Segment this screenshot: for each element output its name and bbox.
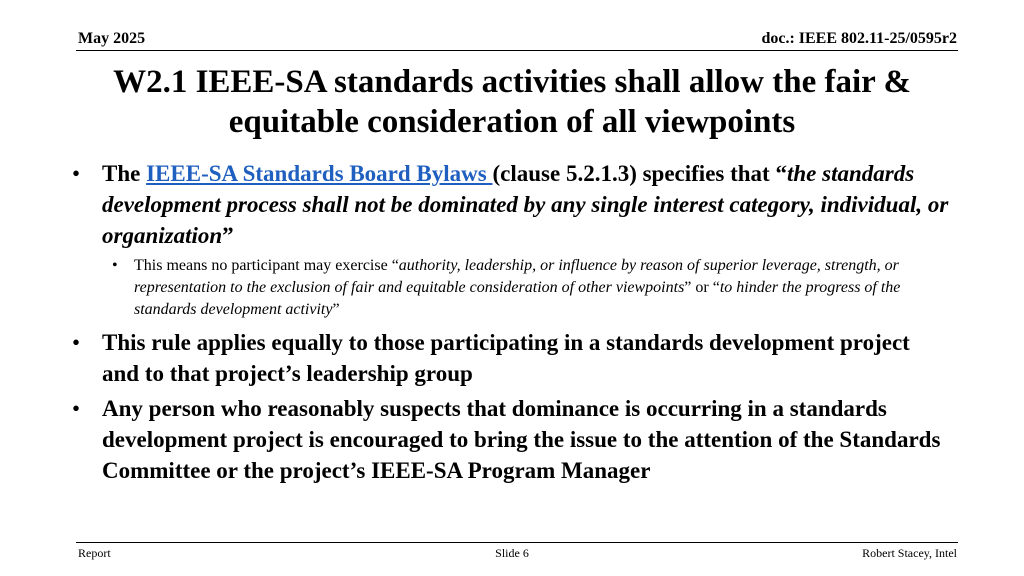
slide-body: [70, 158, 950, 490]
sub-bullet-prefix: This means no participant may exercise “: [134, 257, 399, 274]
bullet-rule-applies: [70, 327, 950, 389]
bullet-bylaws-suffix: ”: [222, 223, 234, 248]
footer-slide-number: Slide 6: [495, 546, 529, 560]
header-date: May 2025: [78, 30, 146, 47]
slide-title-line-1: W2.1 IEEE-SA standards activities shall allow the fair &: [113, 64, 911, 100]
bullet-icon: •: [72, 330, 81, 355]
footer-author: Robert Stacey, Intel: [862, 546, 957, 560]
slide-title-line-2: equitable consideration of all viewpoints: [228, 104, 796, 140]
bullet-bylaws-middle: (clause 5.2.1.3) specifies that “: [492, 161, 787, 186]
slide-title: [60, 62, 964, 142]
footer-divider: [76, 542, 958, 543]
sub-bullet-quote-2: to hinder the progress of the standards development activity: [134, 279, 901, 318]
bullet-dominance-report: [70, 393, 950, 486]
bullet-bylaws-prefix: The: [102, 161, 147, 186]
sub-bullet-suffix: ”: [332, 301, 340, 318]
sub-bullet-middle: ” or “: [684, 279, 720, 296]
header-doc-id: doc.: IEEE 802.11-25/0595r2: [761, 30, 957, 47]
sub-bullet-quote-1: authority, leadership, or influence by reason of superior leverage, strength, or representation to the exclusion of fair and equitable consideration of other viewpoints: [134, 257, 899, 296]
bullet-icon: •: [72, 161, 81, 186]
sub-bullet-participant: [70, 255, 950, 321]
bullet-bylaws: [70, 158, 950, 251]
footer-report: Report: [78, 546, 111, 560]
bullet-bylaws-quote: the standards development process shall not be dominated by any single interest category, individual, or organization: [102, 161, 949, 248]
bullet-dominance-report-text: Any person who reasonably suspects that dominance is occurring in a standards development project is encouraged to bring the issue to the attention of the Standards Committee or the project’s IEEE-SA Program Manager: [102, 396, 941, 483]
header-divider: [76, 50, 958, 51]
bylaws-link[interactable]: IEEE-SA Standards Board Bylaws: [146, 161, 493, 186]
bullet-icon: •: [72, 396, 81, 421]
sub-bullet-icon: •: [112, 257, 118, 274]
bullet-rule-applies-text: This rule applies equally to those participating in a standards development project and to that project’s leadership group: [102, 330, 910, 386]
